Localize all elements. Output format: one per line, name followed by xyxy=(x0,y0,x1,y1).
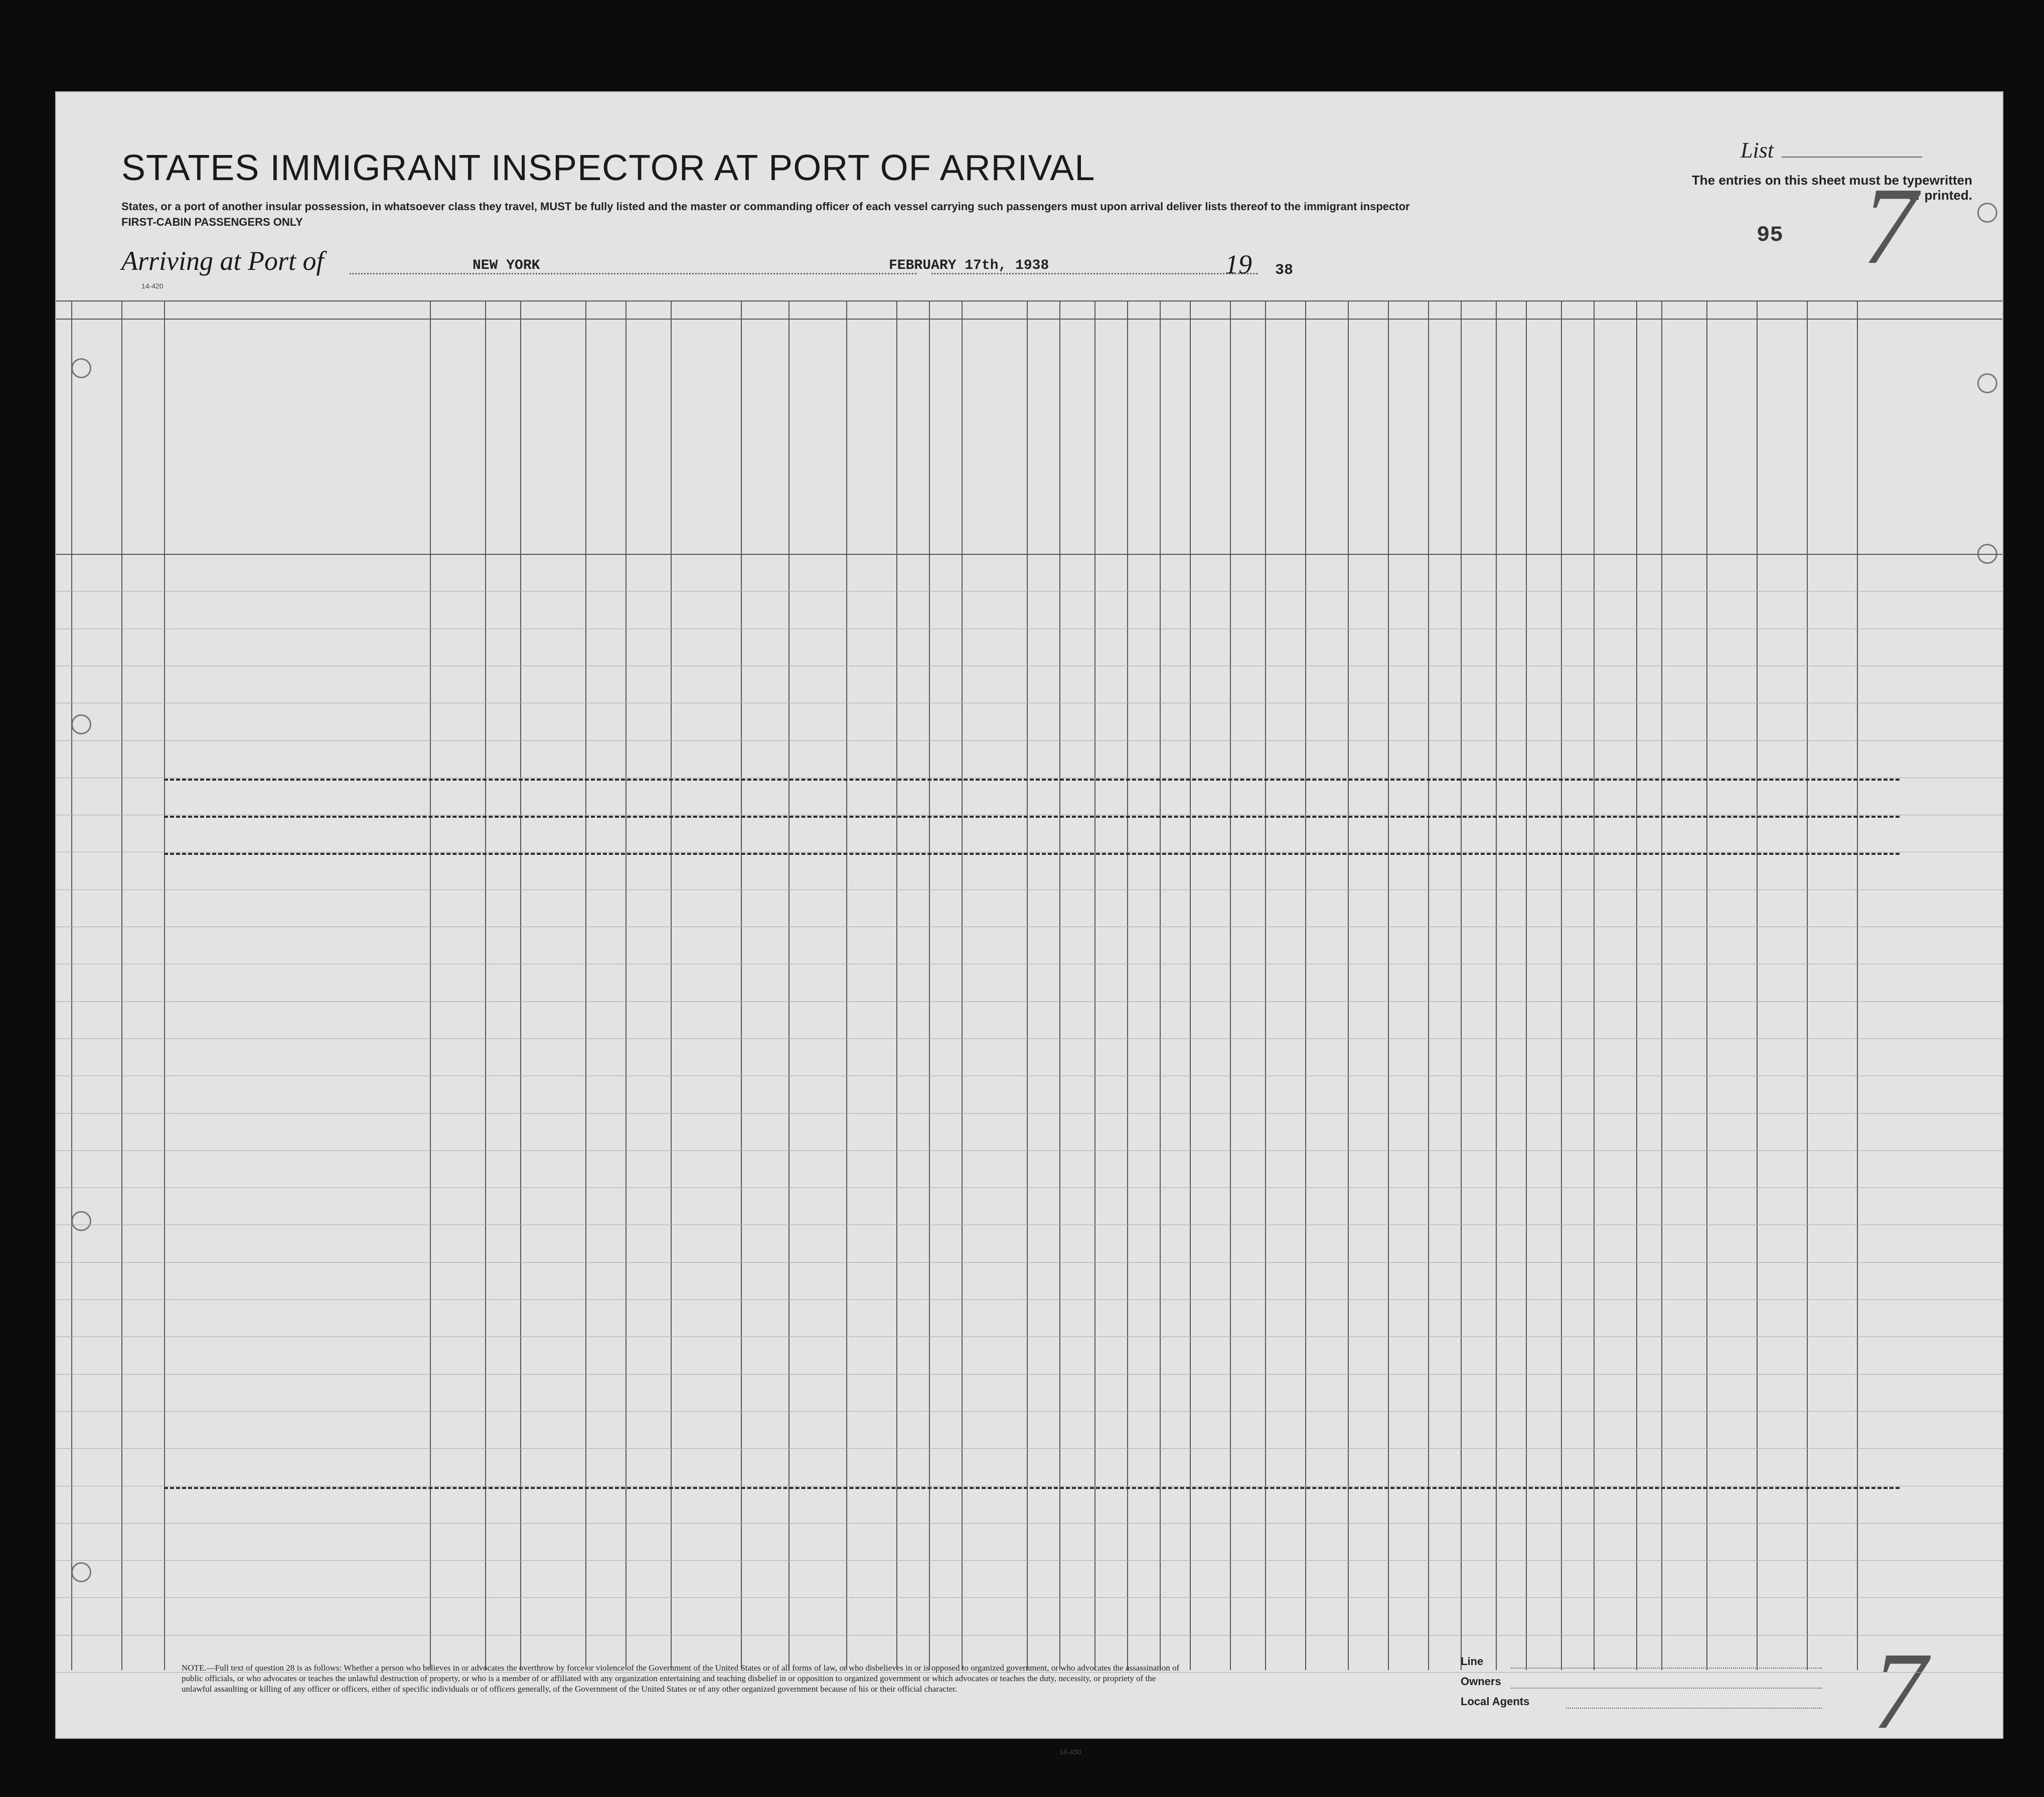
form-code: 14-420 xyxy=(141,282,164,290)
page-title: STATES IMMIGRANT INSPECTOR AT PORT OF ARRIVAL xyxy=(121,148,1095,188)
owners-label: Owners xyxy=(1461,1675,1501,1688)
typewritten-note: The entries on this sheet must be typewritten or printed. xyxy=(1691,173,1972,203)
owners-field xyxy=(1511,1688,1822,1689)
column-rule xyxy=(1594,301,1595,1670)
row-rule xyxy=(56,1113,2002,1114)
row-rule xyxy=(56,1336,2002,1337)
column-rule xyxy=(671,301,672,1670)
row-rule xyxy=(56,740,2002,741)
column-rule xyxy=(1561,301,1562,1670)
list-line xyxy=(1782,157,1922,158)
form-code-bottom: 14-430 xyxy=(1059,1748,1081,1756)
strike-line xyxy=(164,779,1900,781)
row-rule xyxy=(56,889,2002,890)
column-rule xyxy=(71,301,72,1670)
column-rule xyxy=(1388,301,1389,1670)
row-rule xyxy=(56,1523,2002,1524)
column-rule xyxy=(1857,301,1858,1670)
agents-field xyxy=(1566,1708,1822,1709)
header-rule xyxy=(56,301,2002,302)
year-prefix: 19 xyxy=(1225,249,1252,279)
sheet-number-stamp: 7 xyxy=(1862,165,1917,287)
header-rule xyxy=(56,319,2002,320)
row-rule xyxy=(56,1150,2002,1151)
column-rule xyxy=(789,301,790,1670)
row-rule xyxy=(56,1374,2002,1375)
column-rule xyxy=(1807,301,1808,1670)
column-rule xyxy=(1428,301,1429,1670)
column-rule xyxy=(741,301,742,1670)
row-rule xyxy=(56,1187,2002,1188)
column-rule xyxy=(1526,301,1527,1670)
class-line: FIRST-CABIN PASSENGERS ONLY xyxy=(121,216,303,228)
column-rule xyxy=(1496,301,1497,1670)
line-field xyxy=(1511,1668,1822,1669)
header-rule xyxy=(56,554,2002,555)
column-rule xyxy=(1265,301,1266,1670)
column-rule xyxy=(1706,301,1707,1670)
instruction-line: States, or a port of another insular possession, in whatsoever class they travel, MUST be fully listed and the master or commanding officer of each vessel carrying such passengers must upon arrival deliver lists thereof to the immigrant inspector xyxy=(121,200,1410,213)
column-rule xyxy=(896,301,897,1670)
column-rule xyxy=(430,301,431,1670)
page-number: 95 xyxy=(1757,223,1783,248)
row-rule xyxy=(56,1411,2002,1412)
column-rule xyxy=(520,301,521,1670)
manifest-table xyxy=(56,301,2002,1720)
date-value: FEBRUARY 17th, 1938 xyxy=(889,258,1049,273)
column-rule xyxy=(1027,301,1028,1670)
manifest-sheet xyxy=(56,92,2002,1756)
column-rule xyxy=(1305,301,1306,1670)
row-rule xyxy=(56,1038,2002,1039)
strike-line xyxy=(164,853,1900,855)
port-dotline xyxy=(350,273,916,274)
agents-label: Local Agents xyxy=(1461,1695,1530,1708)
sheet-number-stamp-bottom: 7 xyxy=(1872,1629,1927,1752)
binder-hole xyxy=(1977,203,1997,223)
row-rule xyxy=(56,1262,2002,1263)
column-rule xyxy=(1230,301,1231,1670)
strike-line xyxy=(164,1487,1900,1489)
column-rule xyxy=(1461,301,1462,1670)
column-rule xyxy=(1636,301,1637,1670)
year-suffix: 38 xyxy=(1275,262,1294,279)
column-rule xyxy=(485,301,486,1670)
strike-line xyxy=(164,816,1900,818)
column-rule xyxy=(121,301,122,1670)
list-label: List xyxy=(1741,138,1774,163)
row-rule xyxy=(56,1448,2002,1449)
column-rule xyxy=(962,301,963,1670)
column-rule xyxy=(1757,301,1758,1670)
column-rule xyxy=(164,301,165,1670)
row-rule xyxy=(56,1299,2002,1300)
column-rule xyxy=(585,301,586,1670)
column-rule xyxy=(846,301,847,1670)
row-rule xyxy=(56,1560,2002,1561)
port-value: NEW YORK xyxy=(473,258,540,273)
row-rule xyxy=(56,1001,2002,1002)
column-rule xyxy=(1094,301,1095,1670)
column-rule xyxy=(625,301,626,1670)
column-rule xyxy=(1348,301,1349,1670)
arriving-label: Arriving at Port of xyxy=(121,246,324,276)
line-label: Line xyxy=(1461,1655,1484,1668)
column-rule xyxy=(1190,301,1191,1670)
column-rule xyxy=(1127,301,1128,1670)
column-rule xyxy=(1059,301,1060,1670)
column-rule xyxy=(1160,301,1161,1670)
column-rule xyxy=(929,301,930,1670)
column-rule xyxy=(1661,301,1662,1670)
row-rule xyxy=(56,1597,2002,1598)
footnote: NOTE.—Full text of question 28 is as follows: Whether a person who believes in or advocates the overthrow by force or violence of the Government of the United States or of all forms of law, or who disbelieves in or is opposed to organized government, or who advocates the assassination of public officials, or who advocates or teaches the unlawful destruction of property, or who is a member of or affiliated with any organization entertaining and teaching disbelief in or opposition to organized government or which advocates or teaches the duty, necessity, or propriety of the unlawful assaulting or killing of any officer or officers, either of specific individuals or of officers generally, of the Government of the United States or of any other organized government because of his or their official character. xyxy=(182,1663,1180,1694)
